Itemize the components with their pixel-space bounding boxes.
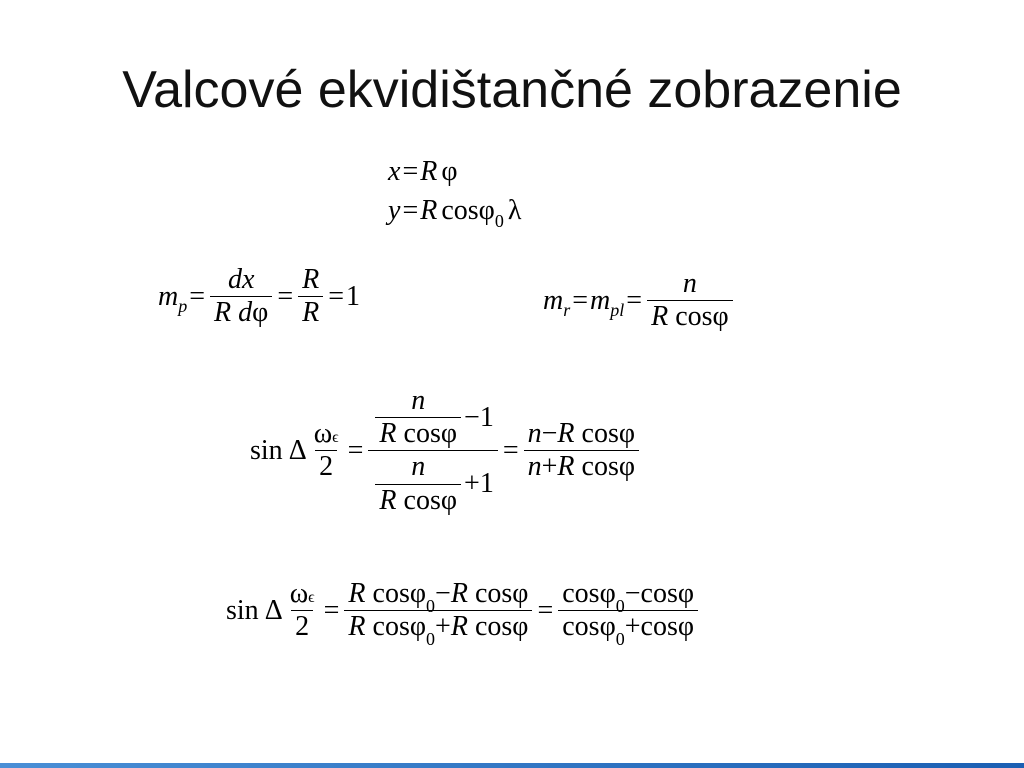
- var-R: R: [302, 297, 320, 329]
- var-R: R: [379, 418, 397, 450]
- var-n: n: [527, 451, 542, 483]
- var-phi: φ: [441, 156, 458, 187]
- var-phi: φ: [677, 611, 695, 643]
- var-R: R: [420, 195, 438, 226]
- equation-mr: [543, 268, 736, 333]
- func-sin: sin: [226, 594, 259, 626]
- equation-sin-delta-phi0: [226, 578, 701, 650]
- fraction-numerator: [524, 418, 639, 450]
- var-omega: ω: [289, 578, 309, 609]
- equals-sign: =: [328, 280, 345, 312]
- number-two: 2: [319, 451, 334, 483]
- var-phi: φ: [252, 297, 269, 329]
- fraction-dx-over-Rdphi: [210, 264, 272, 329]
- fraction-numerator: [310, 418, 343, 450]
- subscript-zero: 0: [426, 596, 436, 616]
- var-R: R: [302, 264, 320, 295]
- func-cos: cos: [640, 578, 678, 609]
- subscript-r: r: [563, 300, 571, 321]
- equation-sin-delta-n: [250, 385, 642, 517]
- var-phi: φ: [677, 578, 695, 609]
- plus-sign: +: [541, 451, 558, 483]
- func-cos: cos: [675, 301, 713, 333]
- var-m: m: [543, 284, 564, 316]
- minus-sign: −: [541, 418, 558, 450]
- number-one: 1: [479, 401, 494, 433]
- var-n: n: [411, 451, 426, 483]
- equals-sign: =: [626, 284, 643, 316]
- fraction-denominator: [315, 450, 337, 483]
- var-d: d: [238, 297, 253, 329]
- var-omega: ω: [313, 418, 333, 450]
- var-R: R: [348, 578, 366, 609]
- subscript-pl: pl: [610, 300, 625, 321]
- subscript-zero: 0: [494, 210, 504, 231]
- var-y: y: [388, 195, 401, 226]
- fraction-numerator: [368, 385, 497, 450]
- number-one: 1: [479, 467, 494, 499]
- func-cos: cos: [403, 418, 441, 450]
- fraction-denominator: [524, 450, 639, 483]
- var-phi: φ: [440, 484, 458, 516]
- fraction-n-over-Rcosphi: [647, 268, 733, 333]
- equals-sign: =: [402, 156, 419, 187]
- minus-sign: −: [464, 401, 480, 433]
- subscript-zero: 0: [426, 629, 436, 650]
- subscript-epsilon: ϵ: [308, 589, 315, 606]
- plus-sign: +: [464, 467, 480, 499]
- var-phi: φ: [599, 611, 616, 643]
- fraction-omega-over-two: [310, 418, 343, 483]
- fraction-denominator: [375, 484, 461, 517]
- var-R: R: [379, 484, 397, 516]
- fraction-numerator: [286, 578, 319, 610]
- equals-sign: =: [502, 434, 519, 466]
- var-phi: φ: [512, 578, 529, 609]
- compound-fraction: [368, 385, 497, 517]
- var-phi: φ: [712, 301, 729, 333]
- var-Delta: Δ: [288, 434, 307, 466]
- var-phi: φ: [409, 611, 427, 643]
- number-two: 2: [295, 611, 310, 643]
- func-cos: cos: [581, 418, 619, 450]
- equation-x: [388, 156, 458, 188]
- fraction-denominator: [291, 610, 313, 643]
- var-R: R: [450, 611, 468, 643]
- equals-sign: =: [189, 280, 206, 312]
- var-phi: φ: [478, 195, 495, 226]
- equals-sign: =: [402, 195, 419, 226]
- fraction-omega-over-two: [286, 578, 319, 643]
- var-R: R: [450, 578, 468, 609]
- var-R: R: [348, 611, 366, 643]
- var-m: m: [590, 284, 611, 316]
- equation-y: [388, 195, 522, 231]
- var-phi: φ: [618, 418, 636, 450]
- var-m: m: [158, 280, 179, 312]
- plus-sign: +: [624, 611, 641, 643]
- fraction-R-over-R: [298, 264, 323, 329]
- fraction-denominator: [298, 296, 323, 329]
- slide-title: Valcové ekvidištančné zobrazenie: [122, 61, 902, 119]
- subscript-epsilon: ϵ: [332, 429, 339, 447]
- var-Delta: Δ: [264, 594, 283, 626]
- equals-sign: =: [537, 594, 554, 626]
- func-cos: cos: [403, 484, 441, 516]
- var-phi: φ: [440, 418, 458, 450]
- func-sin: sin: [250, 434, 283, 466]
- func-cos: cos: [562, 611, 600, 643]
- fraction-numerator: [558, 578, 698, 616]
- func-cos: cos: [581, 451, 619, 483]
- func-cos: cos: [372, 578, 410, 609]
- minus-sign: −: [435, 578, 451, 609]
- fraction-numerator: [407, 385, 429, 417]
- var-R: R: [557, 418, 575, 450]
- subscript-p: p: [178, 296, 188, 317]
- slide-bottom-divider: [0, 763, 1024, 768]
- fraction-numerator: [224, 264, 258, 296]
- equals-sign: =: [347, 434, 364, 466]
- var-n: n: [682, 268, 697, 299]
- equation-mp: [158, 264, 360, 329]
- fraction-numerator: [407, 451, 429, 483]
- equals-sign: =: [323, 594, 340, 626]
- fraction-n-over-Rcosphi: [375, 451, 461, 516]
- minus-sign: −: [624, 578, 641, 609]
- fraction-cos-difference: [558, 578, 698, 650]
- subscript-zero: 0: [615, 596, 625, 616]
- equals-sign: =: [277, 280, 294, 312]
- var-n: n: [411, 385, 426, 416]
- var-phi: φ: [618, 451, 636, 483]
- func-cos: cos: [372, 611, 410, 643]
- fraction-numerator: [298, 264, 323, 296]
- func-cos: cos: [474, 611, 513, 643]
- var-R: R: [557, 451, 575, 483]
- fraction-denominator: [344, 610, 532, 650]
- subscript-zero: 0: [615, 629, 625, 650]
- var-R: R: [651, 301, 669, 333]
- fraction-n-over-Rcosphi: [375, 385, 461, 450]
- var-phi: φ: [409, 578, 427, 609]
- fraction-denominator: [210, 296, 272, 329]
- var-dx: dx: [227, 264, 255, 295]
- func-cos: cos: [562, 578, 600, 609]
- fraction-denominator: [558, 610, 698, 650]
- fraction-numerator: [679, 268, 701, 300]
- var-R: R: [214, 297, 232, 329]
- equals-sign: =: [572, 284, 589, 316]
- fraction-denominator: [647, 300, 733, 333]
- func-cos: cos: [441, 195, 479, 226]
- func-cos: cos: [474, 578, 513, 609]
- var-x: x: [388, 156, 401, 187]
- fraction-n-minus-over-n-plus: [524, 418, 639, 483]
- fraction-numerator: [344, 578, 532, 616]
- fraction-denominator: [375, 417, 461, 450]
- fraction-Rcos-difference: [344, 578, 532, 650]
- var-phi: φ: [512, 611, 529, 643]
- var-R: R: [420, 156, 438, 187]
- plus-sign: +: [435, 611, 451, 643]
- func-cos: cos: [640, 611, 678, 643]
- var-lambda: λ: [507, 195, 522, 226]
- var-n: n: [527, 418, 542, 450]
- var-phi: φ: [599, 578, 616, 609]
- number-one: 1: [346, 280, 361, 312]
- fraction-denominator: [368, 450, 497, 516]
